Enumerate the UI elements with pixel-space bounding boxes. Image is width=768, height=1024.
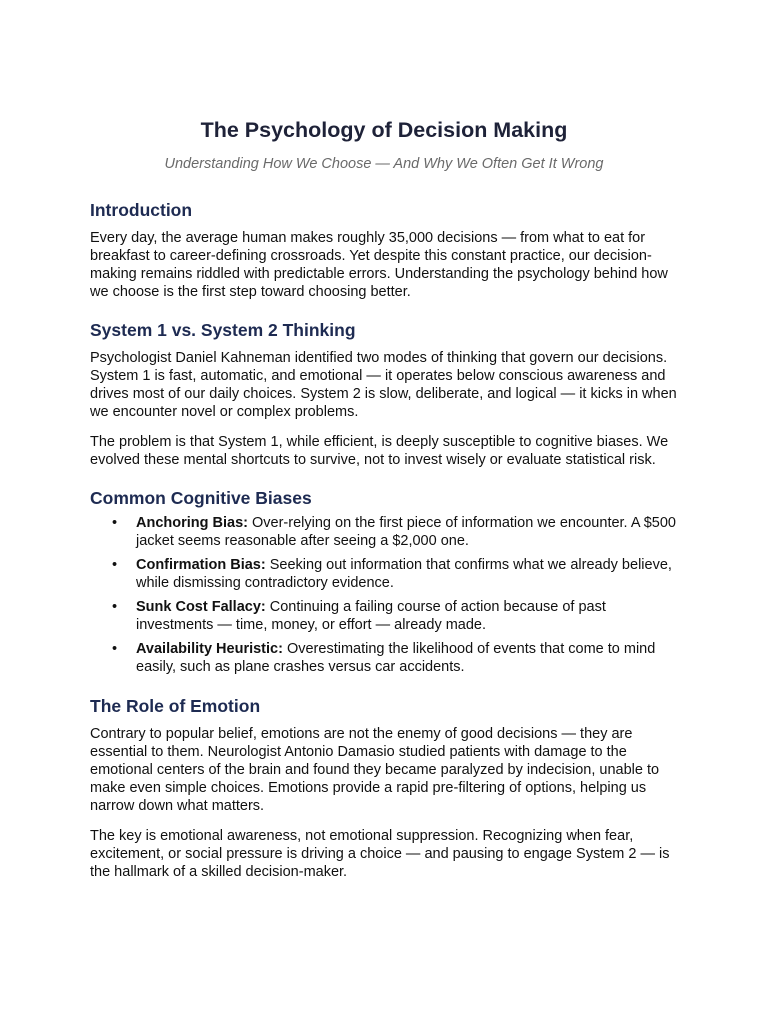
bullet-icon: • [112, 599, 118, 615]
list-item [90, 556, 678, 592]
list-item [90, 640, 678, 676]
intro-paragraph: Every day, the average human makes roughly 35,000 decisions — from what to eat for breakfast to career-defining crossroads. Yet despite this constant practice, our decision-making remains riddled with predictable errors. Understanding the psychology behind how we choose is the first step toward choosing better. [90, 230, 668, 300]
section-heading-system-thinking: System 1 vs. System 2 Thinking [90, 320, 356, 340]
bias-term: Availability Heuristic: [136, 641, 283, 657]
page-subtitle: Understanding How We Choose — And Why We Often Get It Wrong [164, 156, 604, 172]
bullet-icon: • [112, 641, 118, 657]
list-item [90, 598, 678, 634]
list-item [90, 514, 678, 550]
bias-description: Over-relying on the first piece of information we encounter. A $500 jacket seems reasonable after seeing a $2,000 one. [136, 515, 676, 549]
section-heading-cognitive-biases: Common Cognitive Biases [90, 488, 312, 508]
emotion-paragraph-2: The key is emotional awareness, not emotional suppression. Recognizing when fear, excitement, or social pressure is driving a choice — and pausing to engage System 2 — is the hallmark of a skilled decision-maker. [90, 828, 670, 880]
system-paragraph-1: Psychologist Daniel Kahneman identified two modes of thinking that govern our decisions. System 1 is fast, automatic, and emotional — it operates below conscious awareness and drives most of our daily choices. System 2 is slow, deliberate, and logical — it kicks in when we encounter novel or complex problems. [90, 350, 677, 420]
bias-description: Seeking out information that confirms what we already believe, while dismissing contradictory evidence. [136, 557, 672, 591]
bias-term: Anchoring Bias: [136, 515, 248, 531]
bullet-icon: • [112, 557, 118, 573]
emotion-paragraph-1: Contrary to popular belief, emotions are not the enemy of good decisions — they are essential to them. Neurologist Antonio Damasio studied patients with damage to the emotional centers of the brain and found they became paralyzed by indecision, unable to make even simple choices. Emotions provide a rapid pre-filtering of options, helping us narrow down what matters. [90, 726, 660, 814]
bias-list [90, 514, 678, 676]
bias-description: Continuing a failing course of action because of past investments — time, money, or effort — already made. [136, 599, 606, 633]
page-title: The Psychology of Decision Making [200, 118, 568, 142]
bias-term: Sunk Cost Fallacy: [136, 599, 266, 615]
section-heading-role-of-emotion: The Role of Emotion [90, 696, 261, 716]
system-paragraph-2: The problem is that System 1, while efficient, is deeply susceptible to cognitive biases. We evolved these mental shortcuts to survive, not to invest wisely or evaluate statistical risk. [90, 434, 669, 468]
bias-description: Overestimating the likelihood of events that come to mind easily, such as plane crashes versus car accidents. [136, 641, 656, 675]
bias-term: Confirmation Bias: [136, 557, 266, 573]
bullet-icon: • [112, 515, 118, 531]
section-heading-introduction: Introduction [90, 200, 193, 220]
